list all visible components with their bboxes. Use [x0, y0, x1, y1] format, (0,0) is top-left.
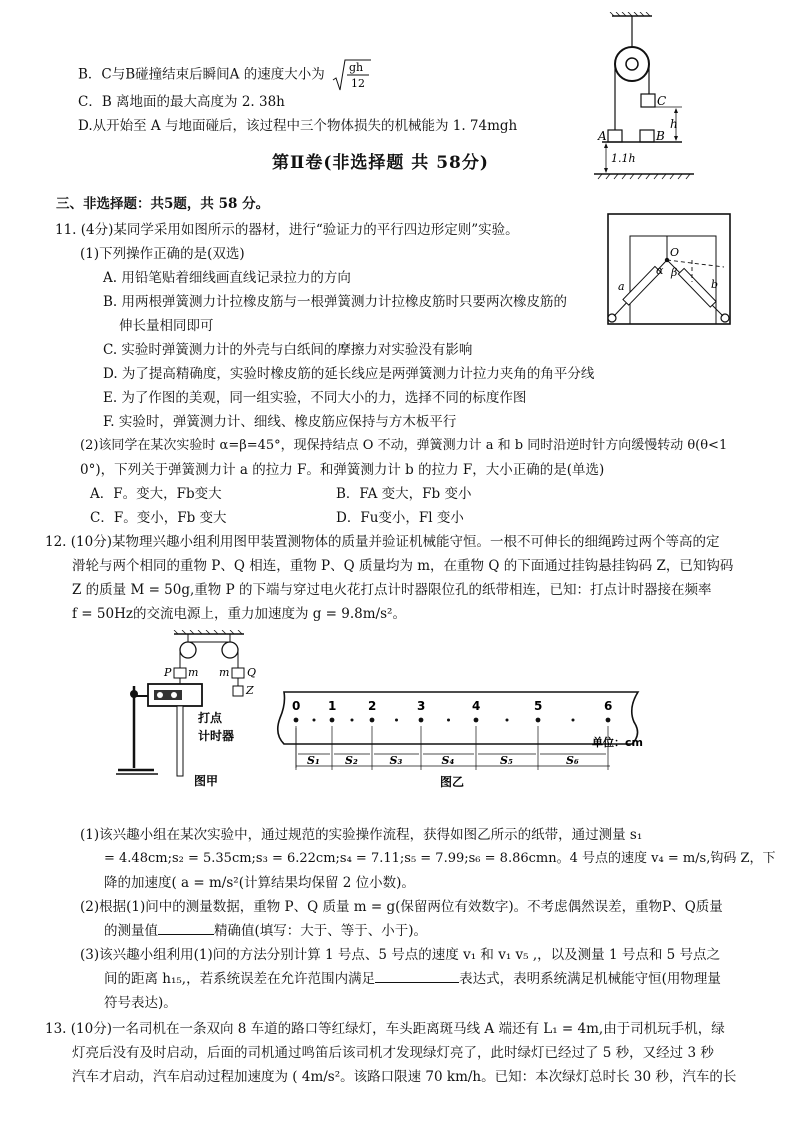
figure-jia: [112, 630, 272, 790]
label-b: B: [656, 129, 665, 143]
q11-part2-line1: (2)该同学在某次实验时 α=β=45°，现保持结点 O 不动，弹簧测力计 a 和 b 同时沿逆时针方向缓慢转动 θ(θ<1: [80, 438, 728, 453]
q11-option-f: F. 实验时，弹簧测力计、细线、橡皮筋应保持与方木板平行: [103, 414, 457, 430]
q11-option-a: A. 用铅笔贴着细线画直线记录拉力的方向: [103, 270, 351, 286]
label-p: P: [164, 666, 172, 679]
label-m-p: m: [188, 666, 199, 679]
label-h: h: [670, 117, 678, 131]
q11-choice-b: B．FA 变大，Fb 变小: [336, 486, 472, 502]
label-b-scale: b: [711, 278, 719, 291]
segment-label: S₁: [307, 754, 320, 767]
q12-sub3-line1: (3)该兴趣小组利用(1)问的方法分别计算 1 号点、5 号点的速度 v₁ 和 v₁ v₅ ,，以及测量 1 号点和 5 号点之: [80, 947, 721, 963]
q12-sub1-line2: = 4.48cm;s₂ = 5.35cm;s₃ = 6.22cm;s₄ = 7.11;s₅ = 7.99;s₆ = 8.86cmn。4 号点的速度 v₄ = m/s,钩码 Z，下: [104, 851, 776, 866]
timer-label-1: 打点: [198, 711, 223, 725]
timer-label-2: 计时器: [198, 729, 235, 743]
sqrt-expression: [332, 58, 372, 92]
q11-part2-line2: 0°)，下列关于弹簧测力计 a 的拉力 F。和弹簧测力计 b 的拉力 F，大小正确的是(单选): [80, 462, 605, 478]
q12-sub3-line2-a: 间的距离 h₁₅,，若系统误差在允许范围内满足: [104, 971, 376, 987]
sqrt-numerator: gh: [349, 61, 364, 74]
tape-intermediate-dot: [572, 719, 575, 722]
pulley-figure: [590, 12, 700, 182]
label-m-q: m: [219, 666, 230, 679]
segment-label: S₆: [566, 754, 579, 767]
label-alpha: α: [656, 264, 664, 277]
section-title: 第Ⅱ卷(非选择题 共 58分): [272, 153, 489, 173]
sqrt-denominator: 12: [351, 77, 366, 90]
tape-point-label: 4: [472, 699, 481, 713]
q12-sub2-line2-b: 精确值(填写：大于、等于、小于)。: [214, 923, 428, 939]
q11-option-e: E. 为了作图的美观，同一组实验，不同大小的力，选择不同的标度作图: [103, 390, 527, 406]
option-d: D.从开始至 A 与地面碰后，该过程中三个物体损失的机械能为 1. 74mgh: [78, 118, 518, 134]
q12-stem-line4: f = 50Hz的交流电源上，重力加速度为 g = 9.8m/s²。: [72, 606, 406, 622]
sqrt-sign-icon: [332, 58, 372, 92]
figure-jia-caption: 图甲: [194, 774, 219, 788]
q12-sub3-line2: [104, 970, 721, 988]
option-b-line: [78, 58, 372, 92]
label-a: A: [598, 129, 607, 143]
label-c: C: [657, 94, 667, 108]
q12-sub1-line3: 降的加速度( a = m/s²(计算结果均保留 2 位小数)。: [104, 875, 415, 891]
label-beta: β: [671, 266, 678, 279]
segment-label: S₃: [389, 754, 403, 767]
q13-line3: 汽车才启动，汽车启动过程加速度为 ( 4m/s²。该路口限速 70 km/h。已知：本次绿灯总时长 30 秒，汽车的长: [72, 1069, 737, 1085]
q12-sub3-line2-b: 表达式，表明系统满足机械能守恒(用物理量: [459, 971, 721, 987]
label-z: Z: [246, 684, 254, 697]
q11-choice-a: A．F。变大，Fb变大: [90, 486, 222, 502]
q11-choice-c: C．F。变小，Fb 变大: [90, 510, 227, 526]
q11-option-d: D. 为了提高精确度，实验时橡皮筋的延长线应是两弹簧测力计拉力夹角的角平分线: [103, 366, 595, 382]
figure-yi-caption: 图乙: [440, 775, 465, 788]
block-a: [608, 130, 622, 142]
tape-dot: [330, 718, 335, 723]
q11-choice-d: D．Fu变小，Fl 变小: [336, 510, 464, 526]
tape-dot: [606, 718, 611, 723]
tape-unit: 单位：cm: [592, 736, 643, 749]
tape-intermediate-dot: [313, 719, 316, 722]
tape-intermediate-dot: [395, 719, 398, 722]
q12-sub1-line1: (1)该兴趣小组在某次实验中，通过规范的实验操作流程，获得如图乙所示的纸带，通过测量 s₁: [80, 827, 643, 843]
tape-intermediate-dot: [351, 719, 354, 722]
q12-sub2-line1: (2)根据(1)问中的测量数据，重物 P、Q 质量 m = g(保留两位有效数字)。不考虑偶然误差，重物P、Q质量: [80, 899, 723, 915]
q13-line1: 13. (10分)一名司机在一条双向 8 车道的路口等红绿灯，车头距离斑马线 A 端还有 L₁ = 4m,由于司机玩手机，绿: [45, 1021, 725, 1037]
q11-stem: 11. (4分)某同学采用如图所示的器材，进行“验证力的平行四边形定则”实验。: [55, 222, 519, 238]
q12-stem-line3: Z 的质量 M = 50g,重物 P 的下端与穿过电火花打点计时器限位孔的纸带相连，已知：打点计时器接在频率: [72, 582, 712, 598]
tape-intermediate-dot: [506, 719, 509, 722]
q12-stem-line2: 滑轮与两个相同的重物 P、Q 相连，重物 P、Q 质量均为 m，在重物 Q 的下面通过挂钩悬挂钩码 Z，已知钩码: [72, 558, 734, 574]
option-b-text: B．C与B碰撞结束后瞬间A 的速度大小为: [78, 66, 325, 83]
q12-sub3-line3: 符号表达)。: [104, 995, 177, 1011]
q11-option-b: B. 用两根弹簧测力计拉橡皮筋与一根弹簧测力计拉橡皮筋时只要两次橡皮筋的: [103, 294, 568, 310]
tape-point-label: 3: [417, 699, 426, 713]
tape-point-label: 0: [292, 699, 301, 713]
force-board-figure: [604, 212, 734, 332]
q11-option-b-cont: 伸长量相同即可: [119, 318, 214, 334]
tape-point-label: 5: [534, 699, 543, 713]
tape-dot: [370, 718, 375, 723]
tape-dot: [419, 718, 424, 723]
tape-intermediate-dot: [447, 719, 450, 722]
tape-dot: [294, 718, 299, 723]
tape-dot: [536, 718, 541, 723]
label-o: O: [670, 246, 680, 259]
answer-blank[interactable]: [158, 934, 214, 935]
q11-option-c: C. 实验时弹簧测力计的外壳与白纸间的摩擦力对实验没有影响: [103, 342, 473, 358]
segment-label: S₄: [441, 754, 455, 767]
q11-part1: (1)下列操作正确的是(双选): [80, 246, 245, 262]
block-c: [641, 94, 655, 107]
label-a-scale: a: [618, 280, 625, 293]
q12-sub2-line2: [104, 922, 427, 940]
answer-blank-expression[interactable]: [375, 982, 459, 983]
segment-label: S₅: [500, 754, 513, 767]
q12-sub2-line2-a: 的测量值: [104, 923, 158, 939]
figure-yi-tape: [270, 688, 650, 788]
section3-header: 三、非选择题：共5题，共 58 分。: [56, 196, 270, 212]
tape-dot: [474, 718, 479, 723]
tape-point-label: 2: [368, 699, 377, 713]
option-c: C．B 离地面的最大高度为 2. 38h: [78, 94, 285, 110]
q12-stem-line1: 12. (10分)某物理兴趣小组利用图甲装置测物体的质量并验证机械能守恒。一根不可伸长的细绳跨过两个等高的定: [45, 534, 720, 550]
label-1-1h: 1.1h: [611, 152, 636, 165]
q13-line2: 灯亮后没有及时启动，后面的司机通过鸣笛后该司机才发现绿灯亮了，此时绿灯已经过了 5 秒，又经过 3 秒: [72, 1045, 714, 1061]
segment-label: S₂: [345, 754, 358, 767]
tape-point-label: 6: [604, 699, 613, 713]
block-b: [640, 130, 654, 142]
tape-point-label: 1: [328, 699, 337, 713]
label-q: Q: [247, 666, 257, 679]
